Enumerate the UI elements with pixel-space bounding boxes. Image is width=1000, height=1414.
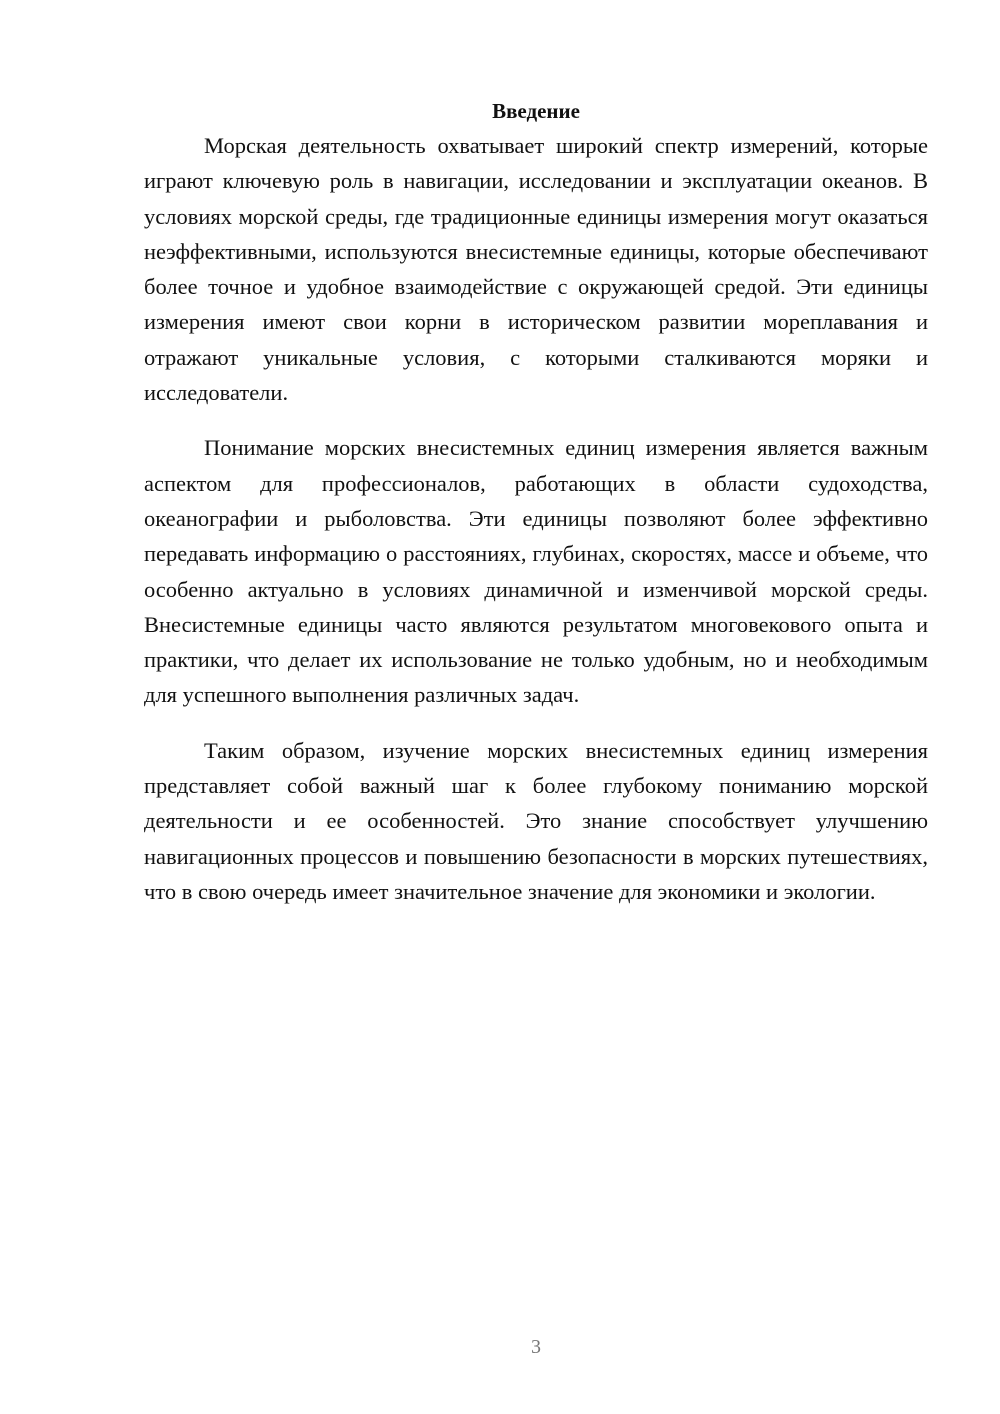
section-title: Введение (492, 99, 580, 123)
page-content (144, 96, 928, 929)
paragraph-1: Морская деятельность охватывает широкий спектр измерений, которые играют ключевую роль в навигации, исследовании и эксплуатации океанов. В условиях морской среды, где традиционные единицы измерения могут оказаться неэффективными, используются внесистемные единицы, которые обеспечивают более точное и удобное взаимодействие с окружающей средой. Эти единицы измерения имеют свои корни в историческом развитии мореплавания и отражают уникальные условия, с которыми сталкиваются моряки и исследователи. (144, 133, 928, 406)
paragraph-3: Таким образом, изучение морских внесистемных единиц измерения представляет собой важный шаг к более глубокому пониманию морской деятельности и ее особенностей. Это знание способствует улучшению навигационных процессов и повышению безопасности в морских путешествиях, что в свою очередь имеет значительное значение для экономики и экологии. (144, 737, 928, 904)
page-number: 3 (531, 1336, 541, 1358)
paragraph-2: Понимание морских внесистемных единиц измерения является важным аспектом для профессионалов, работающих в области судоходства, океанографии и рыболовства. Эти единицы позволяют более эффективно передавать информацию о расстояниях, глубинах, скоростях, массе и объеме, что особенно актуально в условиях динамичной и изменчивой морской среды. Внесистемные единицы часто являются результатом многовекового опыта и практики, что делает их использование не только удобным, но и необходимым для успешного выполнения различных задач. (144, 435, 928, 708)
